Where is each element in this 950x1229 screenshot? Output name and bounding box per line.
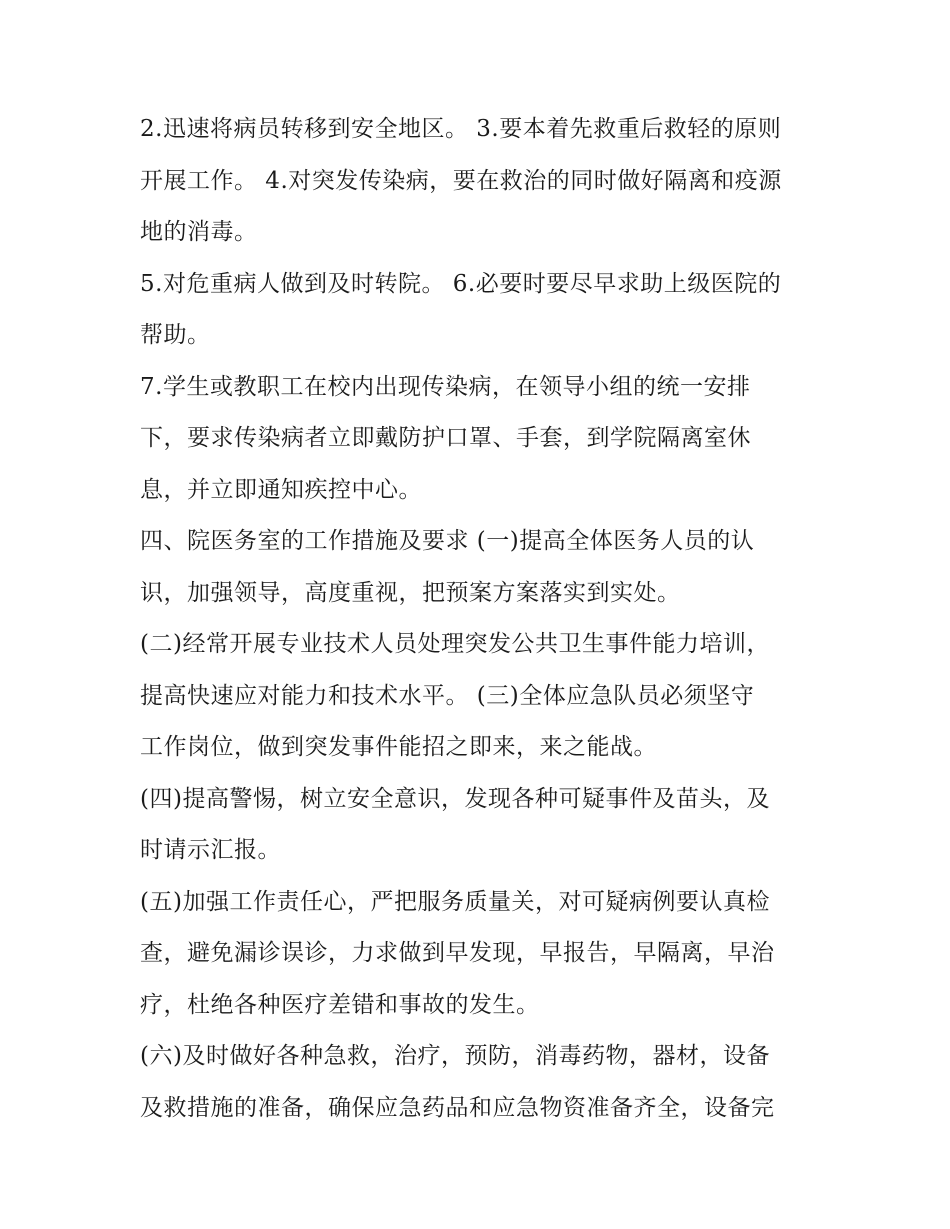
text-line: 下，要求传染病者立即戴防护口罩、手套，到学院隔离室休 — [140, 425, 751, 451]
text-line: 工作岗位，做到突发事件能招之即来，来之能战。 — [140, 734, 657, 760]
text-line: (五)加强工作责任心，严把服务质量关，对可疑病例要认真检 — [140, 888, 770, 915]
text-line: 四、院医务室的工作措施及要求 (一)提高全体医务人员的认 — [140, 528, 755, 554]
text-line: 5.对危重病人做到及时转院。 6.必要时要尽早求助上级医院的 — [140, 270, 782, 297]
text-line: 开展工作。 4.对突发传染病，要在救治的同时做好隔离和疫源 — [140, 167, 782, 194]
text-line: 地的消毒。 — [140, 219, 258, 245]
text-line: 息，并立即通知疾控中心。 — [140, 476, 422, 503]
text-line: 2.迅速将病员转移到安全地区。 3.要本着先救重后救轻的原则 — [140, 116, 782, 142]
text-line: 时请示汇报。 — [140, 837, 281, 863]
text-line: 7.学生或教职工在校内出现传染病，在领导小组的统一安排 — [140, 373, 751, 400]
text-line: 查，避免漏诊误诊，力求做到早发现，早报告，早隔离，早治 — [140, 940, 775, 966]
text-line: 识，加强领导，高度重视，把预案方案落实到实处。 — [140, 579, 681, 606]
document-body — [140, 104, 820, 1134]
text-line: 疗，杜绝各种医疗差错和事故的发生。 — [140, 991, 540, 1018]
text-line: (六)及时做好各种急救，治疗，预防，消毒药物，器材，设备 — [140, 1043, 770, 1069]
text-line: 帮助。 — [140, 322, 211, 348]
text-line: 及救措施的准备，确保应急药品和应急物资准备齐全，设备完 — [140, 1094, 775, 1121]
text-line: (二)经常开展专业技术人员处理突发公共卫生事件能力培训， — [140, 631, 770, 657]
text-line: (四)提高警惕，树立安全意识，发现各种可疑事件及苗头，及 — [140, 785, 770, 812]
text-line: 提高快速应对能力和技术水平。 (三)全体应急队员必须坚守 — [140, 682, 755, 709]
